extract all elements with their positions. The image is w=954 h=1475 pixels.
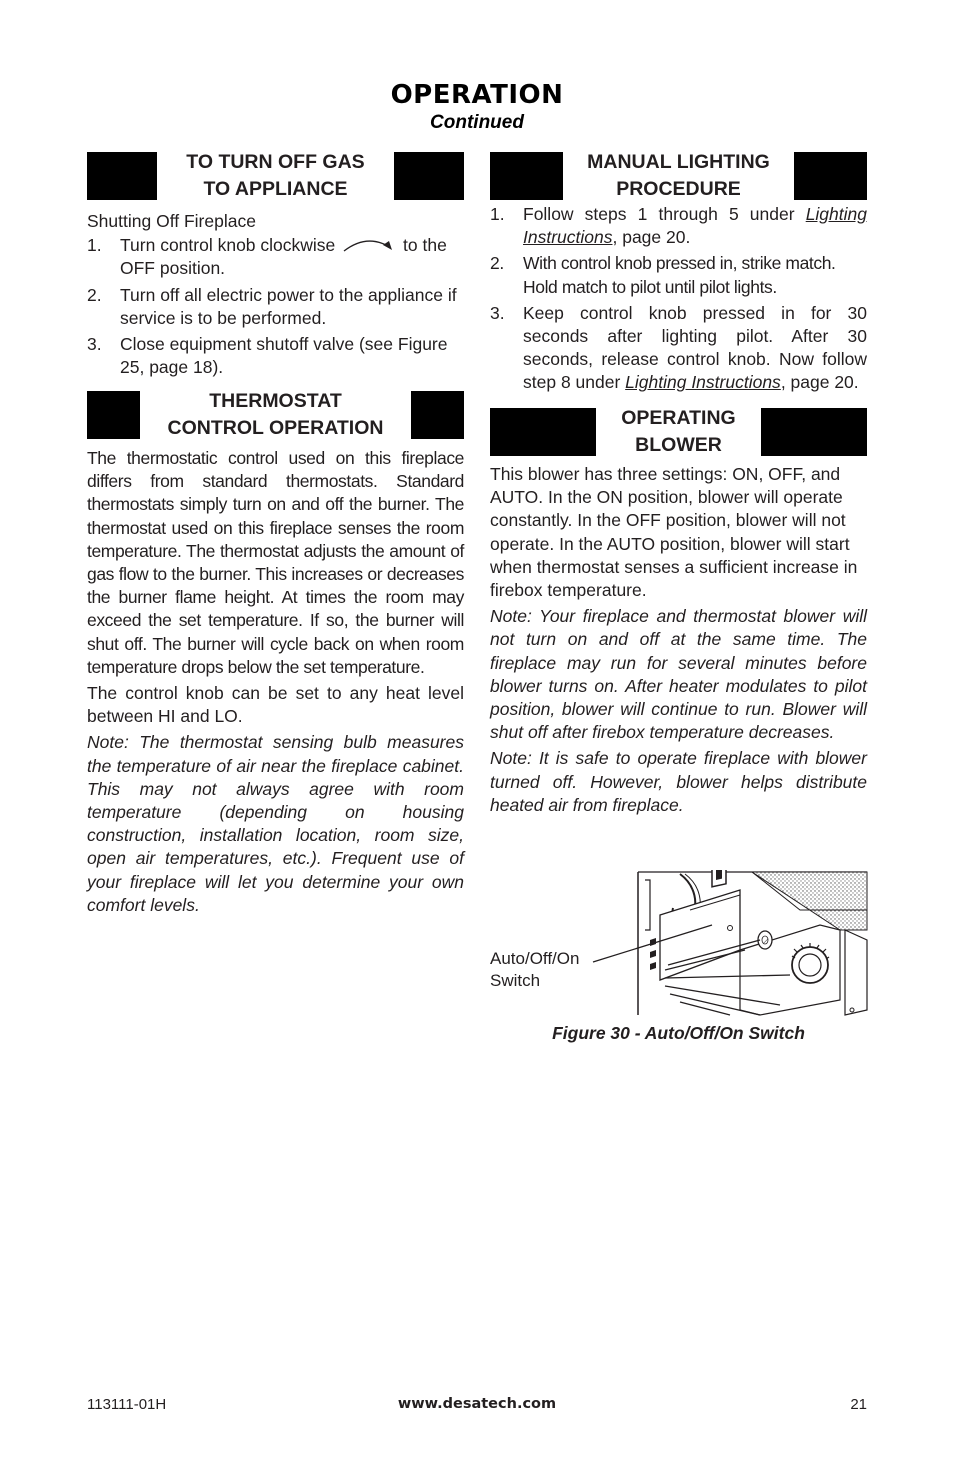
step-text: With control knob pressed in, strike match. Hold match to pilot until pilot lights. xyxy=(523,253,836,297)
page-number: 21 xyxy=(850,1396,867,1413)
heading-block-right xyxy=(411,391,464,439)
blower-switch-illustration xyxy=(490,870,870,1020)
thermostat-heading-line2: CONTROL OPERATION xyxy=(167,417,384,439)
blower-heading xyxy=(621,405,735,459)
lighting-instructions-link[interactable]: Lighting Instructions xyxy=(523,204,867,248)
blower-note-1: Note: Your fireplace and thermostat blower will not turn on and off at the same time. The fireplace may run for several minutes before blower turns on. After heater modulates to pilot position, blower will continue to run. Blower will shut off after firebox temperature decreases. xyxy=(490,606,867,743)
figure-label-line1: Auto/Off/On xyxy=(490,949,580,968)
blower-heading-line2: BLOWER xyxy=(635,434,722,456)
page-title: OPERATION xyxy=(390,80,564,110)
heading-block-right xyxy=(794,152,867,200)
step-text-cont: , page 20. xyxy=(612,227,691,248)
step-text: Turn off all electric power to the appliance if service is to be performed. xyxy=(120,284,457,328)
heading-block-left xyxy=(87,391,140,439)
list-item xyxy=(490,302,867,395)
heading-block-left xyxy=(87,152,157,200)
thermostat-section xyxy=(87,447,464,920)
step-text-cont: to the OFF position. xyxy=(120,235,447,279)
step-number: 3. xyxy=(490,302,505,323)
thermostat-heading-line1: THERMOSTAT xyxy=(209,390,342,412)
step-number: 1. xyxy=(490,204,505,224)
website[interactable]: www.desatech.com xyxy=(397,1396,557,1412)
blower-note-2: Note: It is safe to operate fireplace with blower turned off. However, blower helps distribute heated air from fireplace. xyxy=(490,748,867,815)
turn-off-heading-bar xyxy=(87,152,464,200)
heading-block-right xyxy=(394,152,464,200)
thermostat-paragraph-2: The control knob can be set to any heat level between HI and LO. xyxy=(87,683,464,727)
step-number: 2. xyxy=(87,284,102,305)
step-text: Keep control knob pressed in for 30 seconds after lighting pilot. After 30 seconds, release control knob. Now follow step 8 under xyxy=(523,302,867,393)
manual-heading-bar xyxy=(490,152,867,200)
step-number: 3. xyxy=(87,334,102,355)
manual-heading-line2: PROCEDURE xyxy=(616,178,741,200)
thermostat-heading xyxy=(168,388,384,442)
step-number: 1. xyxy=(87,235,102,256)
turn-off-steps xyxy=(87,234,464,379)
list-item xyxy=(87,284,464,330)
blower-paragraph: This blower has three settings: ON, OFF, and AUTO. In the ON position, blower will operate constantly. In the OFF position, blower will not operate. In the AUTO position, blower will start when thermostat senses a sufficient increase in firebox temperature. xyxy=(490,464,858,601)
turn-off-section xyxy=(87,210,464,382)
turn-off-intro: Shutting Off Fireplace xyxy=(87,211,256,231)
thermostat-heading-bar xyxy=(87,391,464,439)
list-item xyxy=(87,234,464,280)
manual-section xyxy=(490,203,867,398)
figure-label-line2: Switch xyxy=(490,971,541,990)
step-text: Close equipment shutoff valve (see Figure 25, page 18). xyxy=(120,334,448,378)
step-text: Turn control knob clockwise xyxy=(120,235,336,256)
turn-off-heading-line1: TO TURN OFF GAS xyxy=(186,151,365,173)
manual-heading xyxy=(587,149,770,203)
lighting-instructions-link[interactable]: Lighting Instructions xyxy=(625,372,781,393)
manual-heading-line1: MANUAL LIGHTING xyxy=(587,151,770,173)
list-item xyxy=(490,203,867,249)
blower-heading-line1: OPERATING xyxy=(621,407,736,429)
page-subtitle: Continued xyxy=(430,112,524,133)
doc-number: 113111-01H xyxy=(87,1396,167,1413)
step-text-cont: , page 20. xyxy=(780,372,859,393)
heading-block-left xyxy=(490,152,563,200)
list-item xyxy=(87,333,464,379)
step-number: 2. xyxy=(490,253,504,274)
figure-caption: Figure 30 - Auto/Off/On Switch xyxy=(552,1023,805,1043)
blower-section xyxy=(490,463,867,820)
turn-off-heading-line2: TO APPLIANCE xyxy=(203,178,348,200)
heading-block-left xyxy=(490,408,596,456)
heading-block-right xyxy=(761,408,867,456)
blower-heading-bar xyxy=(490,408,867,456)
thermostat-note: Note: The thermostat sensing bulb measures the temperature of air near the fireplace cabinet. This may not always agree with room temperature (depending on housing construction, installation location, room size, open air temperatures, etc.). Frequent use of your fireplace will let you determine your own comfort levels. xyxy=(87,732,464,915)
turn-off-heading xyxy=(186,149,364,203)
manual-steps xyxy=(490,203,867,395)
clockwise-arrow-icon xyxy=(342,236,396,254)
list-item xyxy=(490,252,867,298)
step-text: Follow steps 1 through 5 under xyxy=(523,204,806,224)
thermostat-paragraph: The thermostatic control used on this fireplace differs from standard thermostats. Standard thermostats simply turn on and off the burner. The thermostat used on this fireplace senses the room temperature. The thermostat adjusts the amount of gas flow to the burner. This increases or decreases the burner flame height. At times the room may exceed the set temperature. If so, the burner will shut off. The burner will cycle back on when room temperature drops below the set temperature. xyxy=(87,448,464,677)
